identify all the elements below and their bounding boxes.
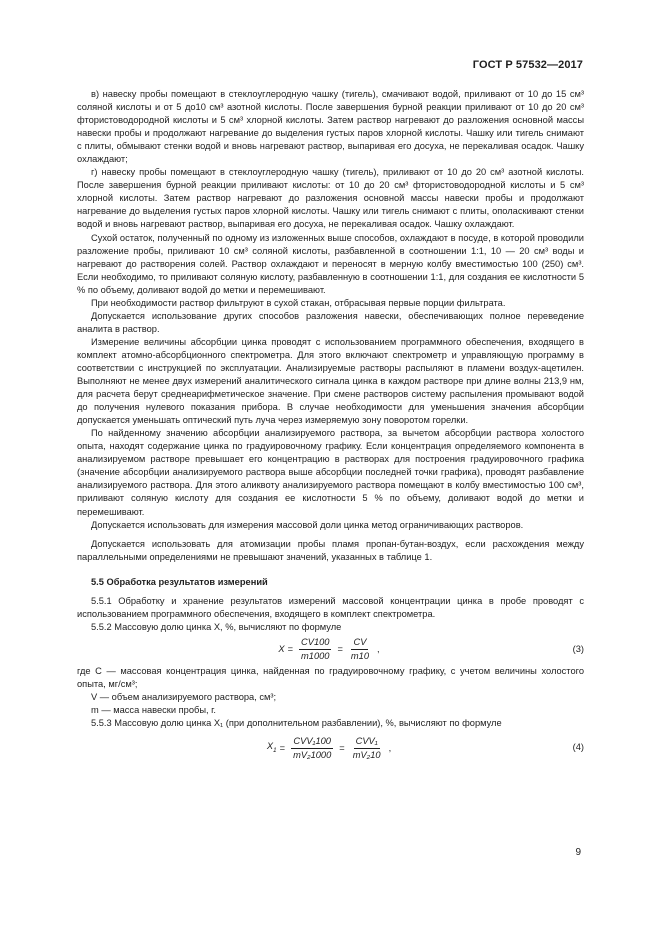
paragraph-5-5-3: 5.5.3 Массовую долю цинка X₁ (при дополнительном разбавлении), %, вычисляют по формуле [91,718,502,729]
formula-3-number: (3) [572,643,584,654]
paragraph-propane-flame: Допускается использовать для атомизации пробы пламя пропан-бутан-воздух, если расхождения между параллельными определениями не превышают значений, указанных в таблице 1. [77,538,584,562]
paragraph-limiting-solutions: Допускается использовать для измерения массовой доли цинка метод ограничивающих растворов. [91,519,524,530]
paragraph-filtering: При необходимости раствор фильтруют в сухой стакан, отбрасывая первые порции фильтрата. [91,297,506,308]
page-number: 9 [575,847,581,858]
paragraph-where-v: V — объем анализируемого раствора, см³; [91,691,277,702]
paragraph-dry-residue: Сухой остаток, полученный по одному из изложенных выше способов, охлаждают в посуде, в которой проводили разложение пробы, приливают 10 см³ соляной кислоты, разбавленной в соотношении 1:1, 10 — 20 см³ воды и нагревают до растворения солей. Раствор охлаждают и переносят в мерную колбу вместимостью 100 (250) см³. Если необходимо, то приливают соляную кислоту, разбавленную в соотношении 1:1, для создания ее кислотности 5 % по объему, доливают водой до метки и перемешивают. [77,232,584,295]
paragraph-absorption-measurement: Измерение величины абсорбции цинка проводят с использованием программного обеспечения, входящего в комплект атомно-абсорбционного спектрометра. Для этого включают спектрометр и управляющую программу в соответствии с инструкцией по эксплуатации. Анализируемые растворы распыляют в пламени воздух-ацетилен. Выполняют не менее двух измерений аналитического сигнала цинка в каждом растворе при длине волны 213,9 нм, для расчета берут среднеарифметическое значение. При смене растворов систему распыления промывают водой до получения нулевого показания прибора. В случае необходимости для уменьшения значения абсорбции допускается уменьшать оптический путь луча через измеряемую зону поворотом горелки. [77,336,584,426]
formula-3: X = $\frac{CV100}{m1000}$ = $\frac{CV}{m10}$ , (3) [278,636,584,661]
formula-3-fraction-2: $\frac{CV}{m10}$ [350,636,369,661]
formula-4-lhs: $X_1$ [266,740,277,754]
paragraph-method-g: г) навеску пробы помещают в стеклоуглеродную чашку (тигель), приливают от 10 до 20 см³ азотной кислоты. После завершения бурной реакции приливают кислоты: от 10 до 20 см³ фтористоводородной кислоты и 5 см³ хлорной кислоты. Затем раствор нагревают до разложения основной массы навески пробы и продолжают нагревание до выделения густых паров хлорной кислоты. Чашку или тигель снимают с плиты, ополаскивают стенки водой и вновь нагревают раствор, выпаривая его досуха, не перекаливая осадок. Чашку охлаждают. [77,167,584,230]
document-id: ГОСТ Р 57532—2017 [472,59,583,71]
paragraph-calibration: По найденному значению абсорбции анализируемого раствора, за вычетом абсорбции раствора холостого опыта, находят содержание цинка по градуировочному графику. Если концентрация определяемого компонента в анализируемом растворе превышает его концентрацию в растворах для построения градуировочного графика (значение абсорбции анализируемого раствора выше абсорбции последней точки графика), проводят разбавление анализируемого раствора. Для этого аликвоту анализируемого раствора помещают в колбу вместимостью 100 см³, приливают соляную кислоту для создания ее кислотности 5 % по объему, доливают водой до метки и перемешивают. [77,428,584,517]
formula-4-fraction-1: $\frac{\text{CVV₁100}}{\text{mV₂1000}}$ [293,735,332,760]
document-body [77,88,584,766]
paragraph-where-c: где C — массовая концентрация цинка, найденная по градуировочному графику, с учетом величины холостого опыта, мг/см³; [77,665,584,689]
formula-4-number: (4) [572,742,584,753]
paragraph-other-methods: Допускается использование других способов разложения навески, обеспечивающих полное переведение аналита в раствор. [77,310,584,334]
formula-4: $X_1$ = $\frac{\text{CVV₁100}}{\text{mV₂1000}}$ = $\frac{\text{CVV₁}}{\text{mV₂10}}$ , (4) [266,735,584,760]
paragraph-where-m: m — масса навески пробы, г. [91,705,217,716]
paragraph-5-5-2: 5.5.2 Массовую долю цинка X, %, вычисляют по формуле [91,621,342,632]
paragraph-method-v: в) навеску пробы помещают в стеклоуглеродную чашку (тигель), смачивают водой, приливают от 10 до 15 см³ соляной кислоты и от 5 до10 см³ азотной кислоты. После завершения бурной реакции приливают от 10 до 20 см³ фтористоводородной кислоты и 5 см³ хлорной кислоты. Затем раствор нагревают до разложения основной массы навески пробы и продолжают нагревание до выделения густых паров хлорной кислоты. Чашку или тигель снимают с плиты, обмывают стенки водой и вновь нагревают раствор, выпаривая его досуха, не перекаливая осадок. Чашку охлаждают; [77,89,584,165]
formula-3-lhs: X [278,643,285,654]
formula-4-fraction-2: $\frac{\text{CVV₁}}{\text{mV₂10}}$ [352,735,381,760]
paragraph-5-5-1: 5.5.1 Обработку и хранение результатов измерений массовой концентрации цинка в пробе проводят с использованием программного обеспечения, входящего в комплект спектрометра. [77,595,584,619]
formula-3-fraction-1: $\frac{CV100}{m1000}$ [301,636,330,661]
section-title: 5.5 Обработка результатов измерений [91,576,268,587]
